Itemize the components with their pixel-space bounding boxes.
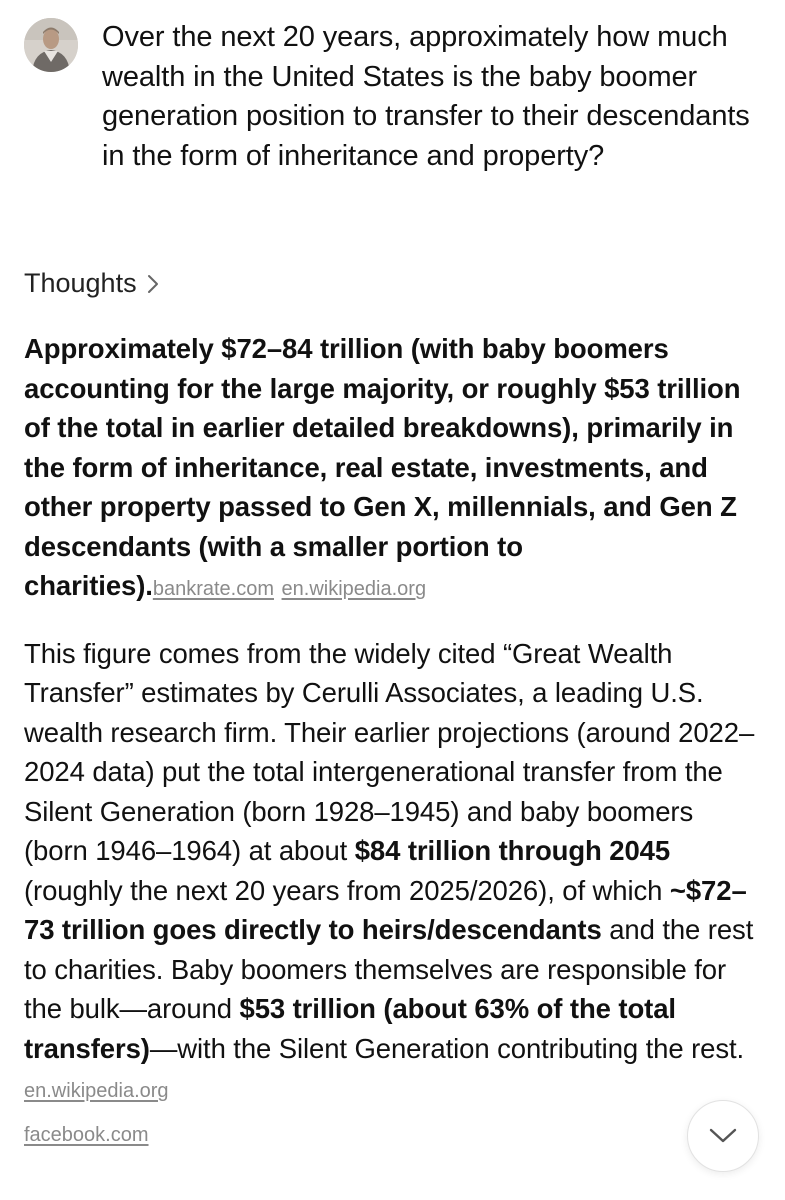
assistant-answer [24,329,764,1155]
body-text-1: This figure comes from the widely cited “Great Wealth Transfer” estimates by Cerulli Associates, a leading U.S. wealth research firm. Their earlier projections (around 2022–2024 data) put the total intergenerational transfer from the Silent Generation (born 1928–1945) and baby boomers (born 1946–1964) at about [24,637,755,866]
body-bold-1: $84 trillion through 2045 [354,835,671,866]
chevron-right-icon [147,274,159,294]
source-link-bankrate[interactable]: bankrate.com [152,578,274,600]
user-question: Over the next 20 years, approximately how much wealth in the United States is the baby boomer generation position to transfer to their descendants in the form of inheritance and property? [102,21,750,172]
answer-summary-text: Approximately $72–84 trillion (with baby boomers accounting for the large majority, or roughly $53 trillion of the total in earlier detailed breakdowns), primarily in the form of inheritance, real estate, investments, and other property passed to Gen X, millennials, and Gen Z descendants (with a smaller portion to charities). [24,333,741,601]
thoughts-toggle[interactable] [24,268,159,299]
source-link-wikipedia-2[interactable]: en.wikipedia.org [24,1080,169,1102]
user-message [24,18,764,176]
body-text-2: (roughly the next 20 years from 2025/2026), of which [24,874,670,906]
source-link-facebook[interactable]: facebook.com [24,1123,149,1146]
scroll-to-bottom-button[interactable] [687,1100,759,1172]
body-text-3: and the rest to charities. Baby boomers themselves are responsible for the bulk—around [24,914,754,1024]
avatar-photo-icon [24,18,78,72]
answer-body [24,634,764,1156]
chevron-down-icon [708,1127,738,1145]
body-bold-2: ~$72–73 trillion goes directly to heirs/descendants [24,874,747,945]
body-text-4: —with the Silent Generation contributing the rest. [149,1032,745,1064]
body-bold-3: $53 trillion (about 63% of the total transfers) [24,993,676,1064]
user-avatar[interactable] [24,18,78,72]
thoughts-label: Thoughts [24,268,137,298]
answer-summary [24,329,764,610]
source-link-wikipedia[interactable]: en.wikipedia.org [281,578,427,600]
